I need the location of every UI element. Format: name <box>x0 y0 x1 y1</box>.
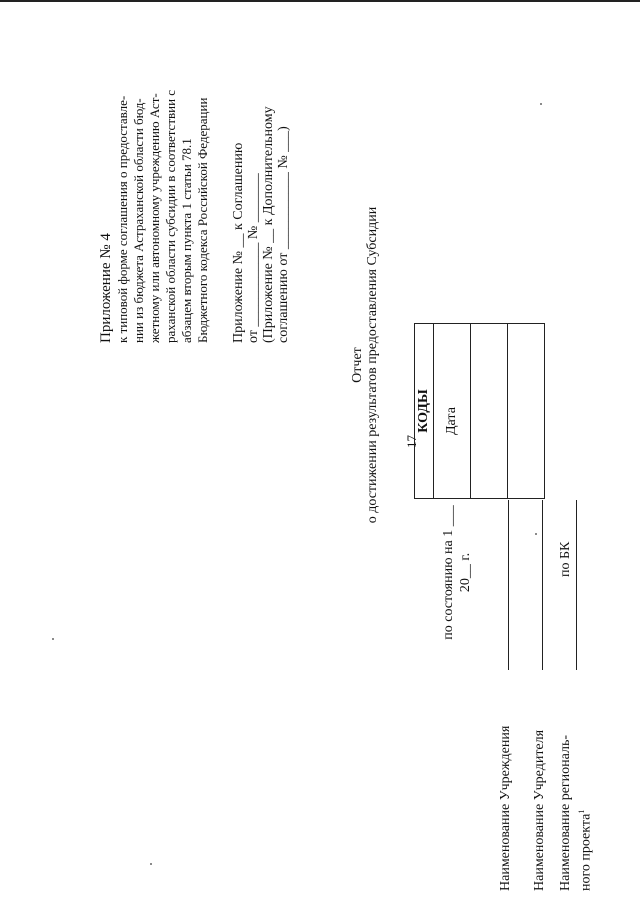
scan-speck <box>150 863 152 865</box>
appendix-line: Бюджетного кодекса Российской Федерации <box>195 97 210 343</box>
institution-fill-line <box>508 500 509 670</box>
appendix-line: жетному или автономному учреждению Аст- <box>147 93 162 343</box>
agreement-line: соглашению от ___________ № ___) <box>276 126 291 343</box>
report-subtitle: о достижении результатов предоставления Субсидии <box>365 206 380 524</box>
agreement-line: (Приложение № __ к Дополнительному <box>261 106 276 343</box>
regional-project-fill-line <box>576 500 577 670</box>
scan-speck <box>540 103 542 105</box>
codes-cell-founder <box>508 324 545 499</box>
appendix-line: абзацем вторым пункта 1 статьи 78.1 <box>179 138 194 343</box>
codes-cell-institution <box>471 324 508 499</box>
codes-table <box>414 323 545 499</box>
bk-label: по БК <box>558 541 573 577</box>
agreement-line: Приложение № __ к Соглашению <box>231 142 246 343</box>
report-title-block <box>350 165 380 565</box>
scan-speck <box>535 533 537 535</box>
scan-speck <box>52 638 54 640</box>
appendix-block <box>98 5 291 343</box>
report-title: Отчет <box>350 347 365 383</box>
appendix-line: к типовой форме соглашения о предоставле- <box>115 95 130 343</box>
date-label: Дата <box>444 407 459 435</box>
appendix-line: нии из бюджета Астраханской области бюд- <box>131 98 146 343</box>
regional-project-line: Наименование региональ- <box>558 734 573 891</box>
footnote-mark: 1 <box>577 809 586 814</box>
appendix-heading: Приложение № 4 <box>98 233 114 343</box>
label-regional-project <box>558 671 595 891</box>
label-founder: Наименование Учредителя <box>532 729 547 891</box>
codes-cell-date <box>434 324 471 499</box>
founder-fill-line <box>542 500 543 670</box>
codes-header: КОДЫ <box>415 324 434 499</box>
agreement-line: от ____________ № _______ <box>246 173 261 343</box>
label-institution: Наименование Учреждения <box>498 725 513 891</box>
appendix-line: раханской области субсидии в соответствии с <box>163 89 178 343</box>
as-of-line: 20__ г. <box>458 552 473 593</box>
regional-project-line: ного проекта$^1$ <box>577 809 594 891</box>
as-of-line: по состоянию на 1 ___ <box>441 505 456 640</box>
as-of-date <box>440 485 474 660</box>
page-number: 17 <box>404 435 419 448</box>
